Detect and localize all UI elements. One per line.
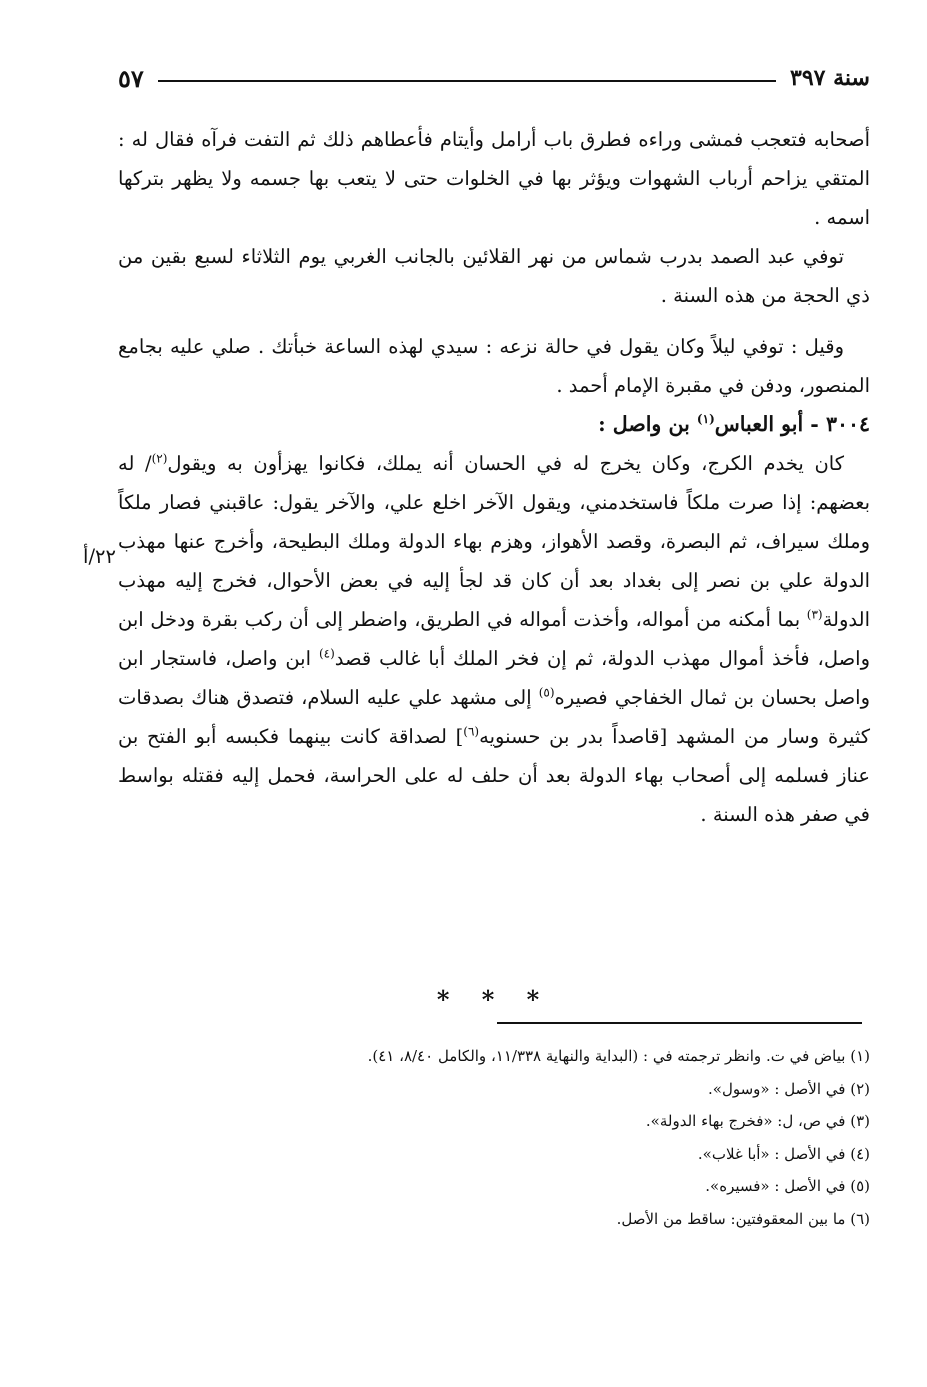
footnote: (٣) في ص، ل: «فخرج بهاء الدولة».: [645, 1112, 870, 1130]
entry-heading-rest: بن واصل :: [598, 412, 697, 436]
footnote: (١) بياض في ت. وانظر ترجمته في : (البداية والنهاية ١١/٣٣٨، والكامل ٨/٤٠، ٤١).: [367, 1047, 870, 1065]
footnote: (٢) في الأصل : «وسول».: [708, 1079, 870, 1098]
text-line: وقيل : توفي ليلاً وكان يقول في حالة نزعه : سيدي لهذه الساعة خبأتك . صلي: [211, 335, 844, 358]
paragraph: [118, 327, 870, 405]
section-separator: * * *: [436, 985, 552, 1014]
text-run: بما أمكنه من أمواله، وأخذت أمواله في الطريق، واضطر إلى أن ركب بقرة ودخل ابن واصل، فأخذ أموال مهذب الدولة، ثم إن فخر الملك أبا غالب قصد: [118, 608, 870, 670]
footnote-ref: (٦): [463, 724, 480, 739]
footnote-ref: (٥): [538, 685, 555, 700]
footnote: (٤) في الأصل : «أبا غلاب».: [697, 1144, 870, 1163]
text-run: / له بعضهم: إذا صرت ملكاً فاستخدمني، ويقول الآخر اخلع علي، والآخر يقول: عاقبني فصار ملكاً وملك سيراف، ثم البصرة، وقصد الأهواز، وهزم بهاء الدولة وملك البطيحة، وأخرج عنها مهذب الدولة علي بن نصر إلى بغداد بعد أن كان قد لجأ إليه في بعض الأحوال، فخرج إليه مهذب الدولة: [118, 452, 870, 631]
text-run: إلى مشهد علي عليه السلام، فتصدق هناك بصدقات كثيرة وسار من المشهد [قاصداً بدر بن حسنويه: [118, 686, 870, 748]
text-line: لسبع بقين من ذي الحجة من هذه السنة .: [118, 245, 870, 307]
paragraph: [118, 444, 870, 834]
footnote: (٦) ما بين المعقوفتين: ساقط من الأصل.: [616, 1209, 870, 1228]
paragraph: [118, 120, 870, 237]
entry-heading: [118, 405, 870, 444]
footnote-divider: [497, 1022, 862, 1024]
footnote-ref: (٢): [151, 451, 168, 466]
running-header: [118, 58, 870, 98]
footnote-ref: (٣): [806, 607, 823, 622]
manuscript-folio-note: ٢٢/أ: [83, 545, 116, 568]
text-line: يظهر بتركها اسمه .: [118, 167, 870, 229]
main-text: [118, 120, 870, 834]
text-line: أصحابه فتعجب فمشى وراءه فطرق باب أرامل وأيتام فأعطاهم ذلك ثم التفت فرآه فقال: [154, 128, 870, 151]
entry-heading-name: ٣٠٠٤ - أبو العباس: [714, 412, 870, 436]
text-line: عليه بجامع المنصور، ودفن في مقبرة الإمام أحمد .: [118, 335, 870, 397]
paragraph: [118, 237, 870, 315]
footnote-ref: (٤): [318, 646, 335, 661]
header-rule: [158, 80, 776, 82]
text-run: كان يخدم الكرج، وكان يخرج له في الحسان أنه يملك، فكانوا يهزأون به ويقول: [167, 452, 844, 475]
running-title: سنة ٣٩٧: [790, 65, 870, 91]
footnote: (٥) في الأصل : «فسيره».: [705, 1177, 870, 1195]
text-run: ابن واصل، فاستجار ابن واصل بحسان بن ثمال الخفاجي فصيره: [118, 647, 870, 709]
footnote-ref: (١): [696, 412, 715, 427]
text-line: له : المتقي يزاحم أرباب الشهوات ويؤثر بها في الخلوات حتى لا يتعب بها جسمه ولا: [118, 128, 871, 190]
footnotes: [118, 1040, 870, 1235]
text-line: توفي عبد الصمد بدرب شماس من نهر القلائين بالجانب الغربي يوم الثلاثاء: [241, 245, 844, 268]
page-number: ٥٧: [118, 63, 144, 93]
text-run: ] لصداقة كانت بينهما فكبسه أبو الفتح بن عناز فسلمه إلى أصحاب بهاء الدولة بعد أن حلف له على الحراسة، فحمل إليه فقتله بواسط في صفر هذه السنة .: [118, 725, 870, 826]
